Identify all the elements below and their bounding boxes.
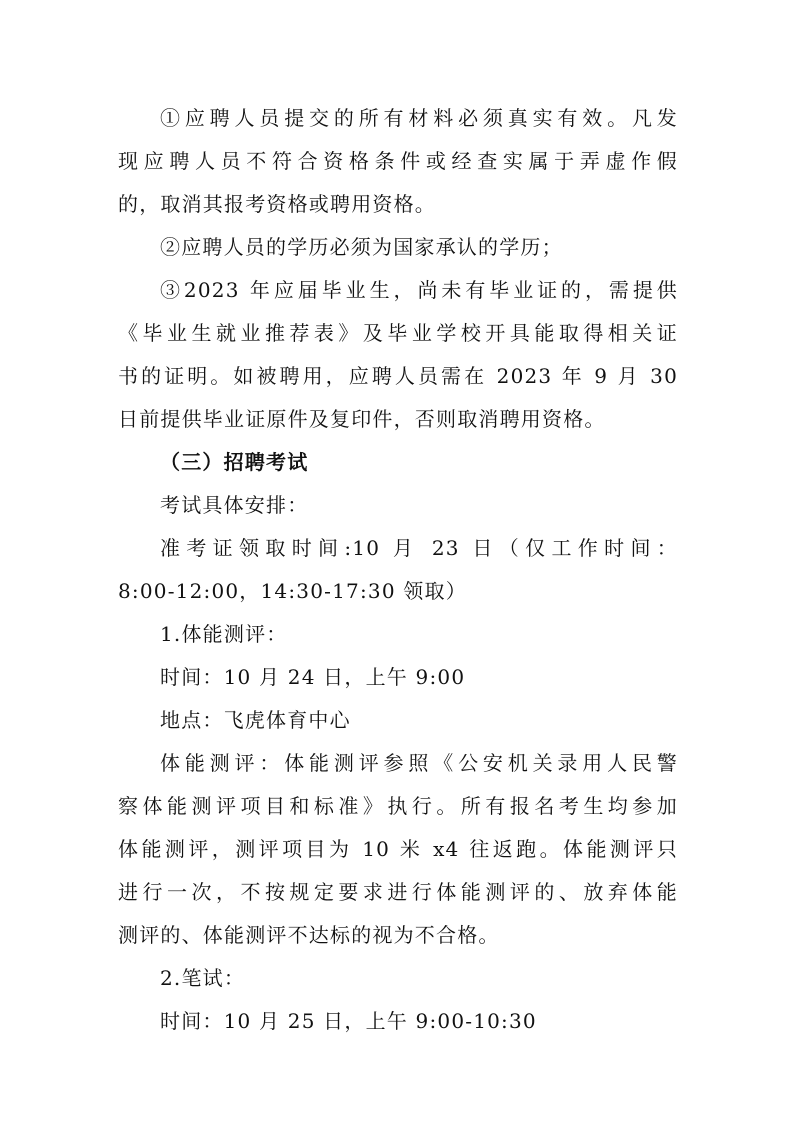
paragraph-line: 日前提供毕业证原件及复印件，否则取消聘用资格。	[118, 407, 606, 431]
paragraph-line: 考试具体安排：	[160, 493, 309, 517]
section-heading: （三）招聘考试	[160, 450, 309, 474]
paragraph-line: 体能测评：体能测评参照《公安机关录用人民警	[160, 751, 678, 775]
paragraph-line: 现应聘人员不符合资格条件或经查实属于弄虚作假	[118, 149, 678, 173]
paragraph-line: 进行一次，不按规定要求进行体能测评的、放弃体能	[118, 880, 678, 904]
list-item-time: 时间：10 月 25 日，上午 9:00-10:30	[160, 1009, 537, 1033]
paragraph-line: 的，取消其报考资格或聘用资格。	[118, 192, 436, 216]
paragraph-line: ③2023 年应届毕业生，尚未有毕业证的，需提供	[160, 278, 678, 302]
list-item-title: 1.体能测评：	[160, 622, 288, 646]
paragraph-line: ①应聘人员提交的所有材料必须真实有效。凡发	[160, 106, 678, 130]
paragraph-line: 测评的、体能测评不达标的视为不合格。	[118, 923, 500, 947]
paragraph-line: 准考证领取时间:10 月 23 日（仅工作时间：	[160, 536, 678, 560]
paragraph-line: 体能测评，测评项目为 10 米 x4 往返跑。体能测评只	[118, 837, 678, 861]
paragraph-line: ②应聘人员的学历必须为国家承认的学历；	[160, 235, 563, 259]
paragraph-line: 8:00-12:00，14:30-17:30 领取）	[118, 579, 467, 603]
list-item-time: 时间：10 月 24 日，上午 9:00	[160, 665, 466, 689]
paragraph-line: 书的证明。如被聘用，应聘人员需在 2023 年 9 月 30	[118, 364, 678, 388]
paragraph-line: 《毕业生就业推荐表》及毕业学校开具能取得相关证	[118, 321, 678, 345]
paragraph-line: 察体能测评项目和标准》执行。所有报名考生均参加	[118, 794, 678, 818]
list-item-title: 2.笔试：	[160, 966, 246, 990]
list-item-place: 地点：飞虎体育中心	[160, 708, 351, 732]
